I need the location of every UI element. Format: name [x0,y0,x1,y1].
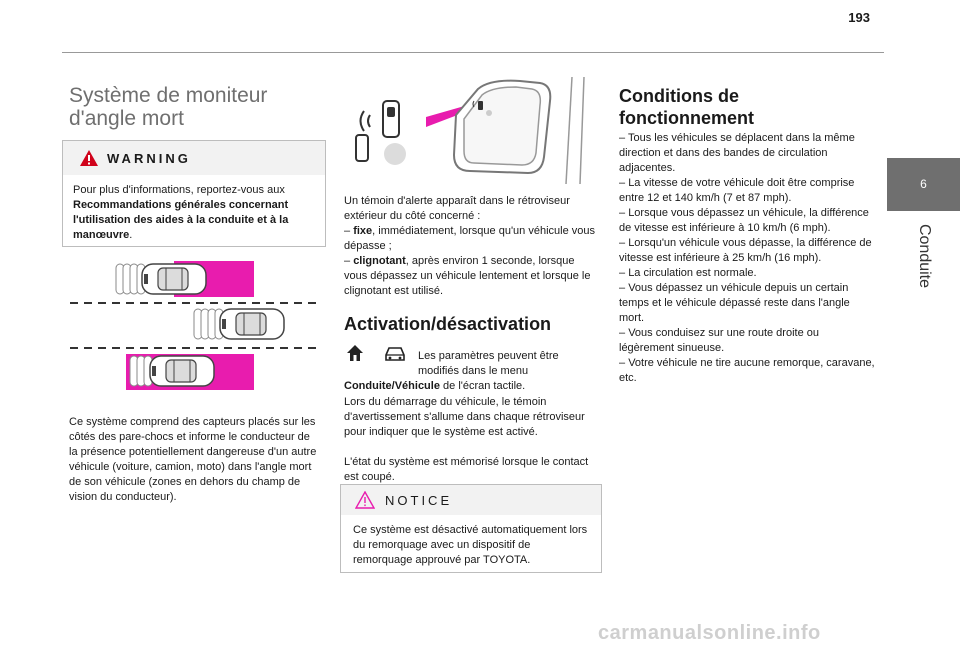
chapter-number: 6 [920,177,927,191]
conditions-heading-line-1: Conditions de [619,86,739,106]
sensor-circle [384,143,406,165]
vehicle-top [116,264,206,294]
notice-text: Ce système est désactivé automatiquement lors du remorquage avec un dispositif de remorquage approuvé par TOYOTA. [353,524,588,566]
notice-triangle-icon [355,491,375,509]
warning-text: Pour plus d'informations, reportez-vous aux Recommandations générales concernant l'utilisation des aides à la conduite et à la manœuvre. [73,184,289,241]
condition-item: – Vous conduisez sur une route droite ou légèrement sinueuse. [619,327,819,354]
header-divider [62,52,884,53]
mirror-illustration [344,77,600,184]
warning-light-text [344,194,600,299]
vehicle-bottom [130,356,214,386]
condition-item: – La circulation est normale. [619,267,757,279]
startup-paragraph: Lors du démarrage du véhicule, le témoin d'avertissement s'allume dans chaque rétroviseur pour indiquer que le système est activé. [344,396,585,438]
chapter-label [894,218,954,293]
fixed-mode-item: – fixe, immédiatement, lorsque qu'un véhicule vous dépasse ; [344,225,595,252]
condition-item: – Lorsque vous dépassez un véhicule, la différence de vitesse est inférieure à 10 km/h (6 mph). [619,207,869,234]
notice-title: NOTICE [385,493,453,508]
conditions-list [619,131,875,386]
activation-heading: Activation/désactivation [344,314,552,334]
condition-item: – La vitesse de votre véhicule doit être comprise entre 12 et 140 km/h (7 et 87 mph). [619,177,855,204]
section-title [69,84,319,130]
title-line-2: d'angle mort [69,107,184,130]
notice-header [341,485,601,515]
warning-light-intro: Un témoin d'alerte apparaît dans le rétroviseur extérieur du côté concerné : [344,195,570,222]
condition-item: – Votre véhicule ne tire aucune remorque, caravane, etc. [619,357,875,384]
warning-header [63,141,325,175]
blind-spot-illustration [66,258,324,392]
condition-item: – Vous dépassez un véhicule depuis un certain temps et le véhicule dépassé reste dans l'angle mort. [619,282,850,324]
flashing-mode-item: – clignotant, après environ 1 seconde, lorsque vous dépassez un véhicule lentement et lorsque le clignotant est utilisé. [344,255,591,297]
notice-box [340,484,602,573]
memory-paragraph: L'état du système est mémorisé lorsque le contact est coupé. [344,456,589,483]
home-icon [346,344,364,362]
condition-item: – Tous les véhicules se déplacent dans la même direction et dans des bandes de circulation adjacentes. [619,132,855,174]
title-line-1: Système de moniteur [69,84,268,107]
ego-vehicle [194,309,284,339]
chapter-name: Conduite [916,223,933,288]
vehicle-icon-large [383,101,399,137]
vehicle-settings-icon [383,345,407,363]
page-number: 193 [848,10,870,25]
mirror-warning-icon [478,101,483,110]
warning-triangle-icon [79,149,99,167]
conditions-heading [619,85,869,129]
warning-title: WARNING [107,151,191,166]
condition-item: – Lorsqu'un véhicule vous dépasse, la différence de vitesse est inférieure à 25 km/h (16 mph). [619,237,872,264]
system-description: Ce système comprend des capteurs placés sur les côtés des pare-chocs et informe le conducteur de la présence potentiellement dangereuse d'un autre véhicule (voiture, camion, moto) dans l'angle mort de son véhicule (zones en dehors du champ de vision du conducteur). [69,416,317,503]
chapter-tab [887,158,960,211]
conditions-heading-line-2: fonctionnement [619,108,754,128]
settings-text: Les paramètres peuvent être modifiés dans le menu [418,350,559,377]
footer-watermark: carmanualsonline.info [598,622,821,644]
warning-box [62,140,326,247]
settings-menu-text: Conduite/Véhicule de l'écran tactile. [344,380,526,392]
